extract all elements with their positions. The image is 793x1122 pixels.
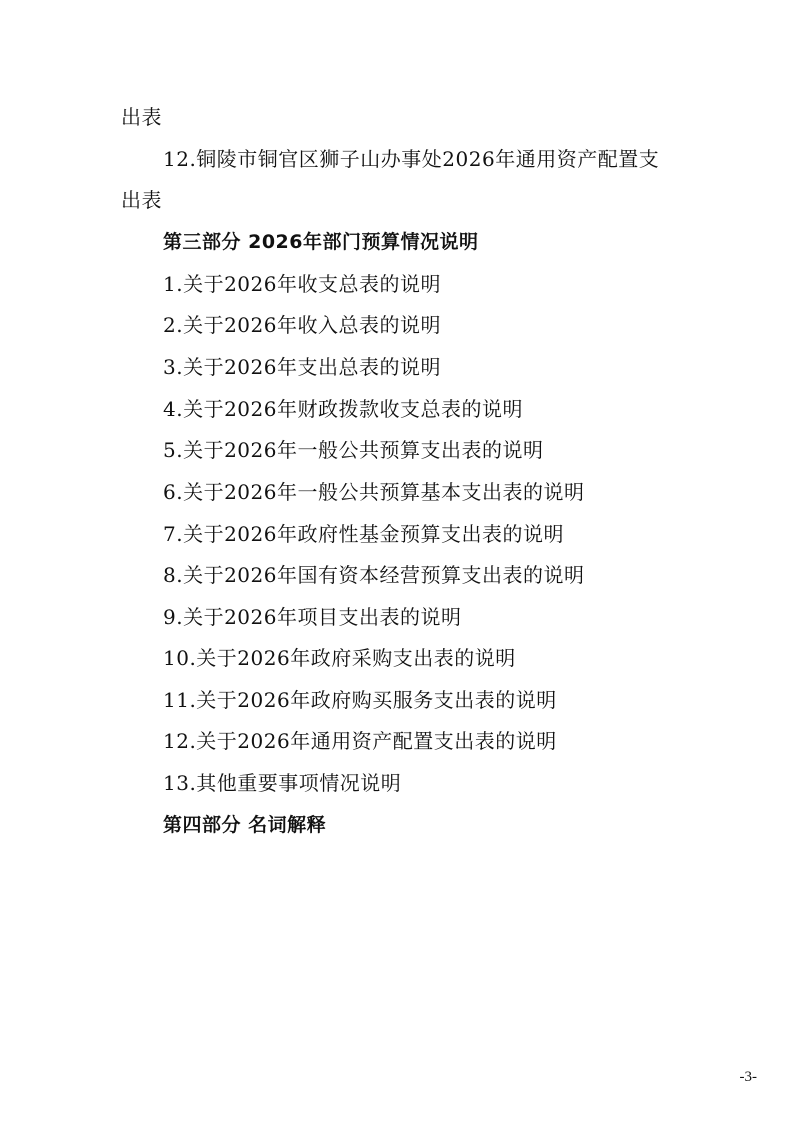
- section-heading-part-three: 第三部分 2026年部门预算情况说明: [163, 231, 479, 253]
- toc-item: 12.关于2026年通用资产配置支出表的说明: [163, 729, 557, 753]
- toc-continuation-line: 出表: [121, 188, 162, 212]
- toc-item: 1.关于2026年收支总表的说明: [163, 272, 441, 296]
- toc-item: 8.关于2026年国有资本经营预算支出表的说明: [163, 563, 585, 587]
- toc-item: 9.关于2026年项目支出表的说明: [163, 605, 462, 629]
- toc-item: 3.关于2026年支出总表的说明: [163, 355, 441, 379]
- toc-item: 2.关于2026年收入总表的说明: [163, 313, 441, 337]
- toc-item: 11.关于2026年政府购买服务支出表的说明: [163, 688, 557, 712]
- section-heading-part-four: 第四部分 名词解释: [163, 814, 327, 836]
- toc-item: 4.关于2026年财政拨款收支总表的说明: [163, 397, 523, 421]
- toc-continuation-line: 出表: [121, 105, 162, 129]
- toc-item: 5.关于2026年一般公共预算支出表的说明: [163, 438, 544, 462]
- page-number: -3-: [739, 1069, 757, 1085]
- toc-item-12-table: 12.铜陵市铜官区狮子山办事处2026年通用资产配置支: [163, 147, 660, 171]
- toc-item: 7.关于2026年政府性基金预算支出表的说明: [163, 522, 564, 546]
- toc-item: 10.关于2026年政府采购支出表的说明: [163, 646, 516, 670]
- toc-item: 13.其他重要事项情况说明: [163, 771, 402, 795]
- toc-item: 6.关于2026年一般公共预算基本支出表的说明: [163, 480, 585, 504]
